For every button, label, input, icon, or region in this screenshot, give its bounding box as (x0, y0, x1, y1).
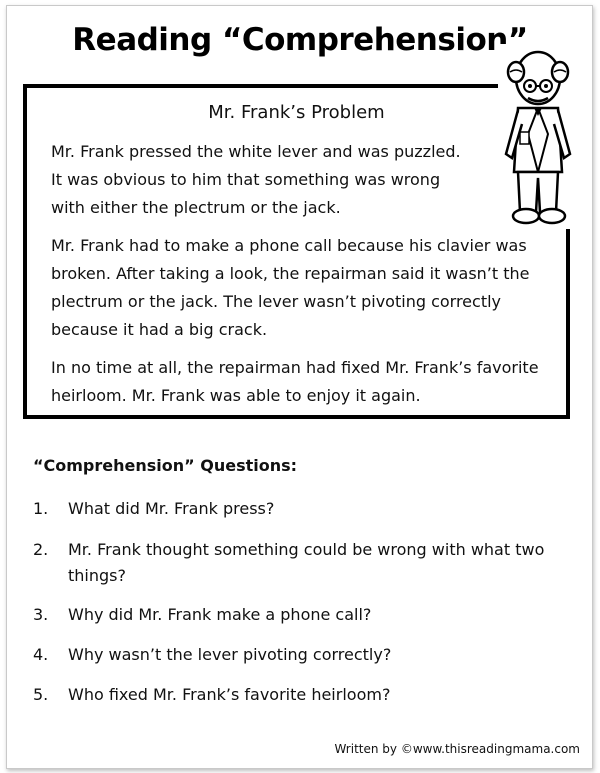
story-paragraph-3: In no time at all, the repairman had fixed Mr. Frank’s favorite heirloom. Mr. Frank was able to enjoy it again. (51, 358, 539, 405)
story-title: Mr. Frank’s Problem (208, 102, 385, 123)
question-number: 3. (33, 605, 49, 624)
mr-frank-illustration (498, 44, 578, 229)
story-box (23, 84, 570, 419)
question-text: What did Mr. Frank press? (68, 499, 275, 518)
questions-heading: “Comprehension” Questions: (33, 456, 298, 475)
story-paragraph-1: Mr. Frank pressed the white lever and was puzzled. It was obvious to him that something was wrong with either the plectrum or the jack. (51, 142, 461, 217)
story-paragraph-2: Mr. Frank had to make a phone call because his clavier was broken. After taking a look, the repairman said it wasn’t the plectrum or the jack. The lever wasn’t pivoting correctly because it had a big crack. (51, 236, 530, 339)
page-title: Reading “Comprehension” (72, 22, 528, 58)
question-text: Who fixed Mr. Frank’s favorite heirloom? (68, 685, 391, 704)
question-text: Why did Mr. Frank make a phone call? (68, 605, 372, 624)
question-number: 5. (33, 685, 49, 704)
question-number: 2. (33, 540, 49, 559)
question-text: Mr. Frank thought something could be wrong with what two things? (68, 540, 545, 585)
question-number: 1. (33, 499, 49, 518)
footer-credit: Written by ©www.thisreadingmama.com (334, 742, 580, 756)
question-number: 4. (33, 645, 49, 664)
question-text: Why wasn’t the lever pivoting correctly? (68, 645, 392, 664)
